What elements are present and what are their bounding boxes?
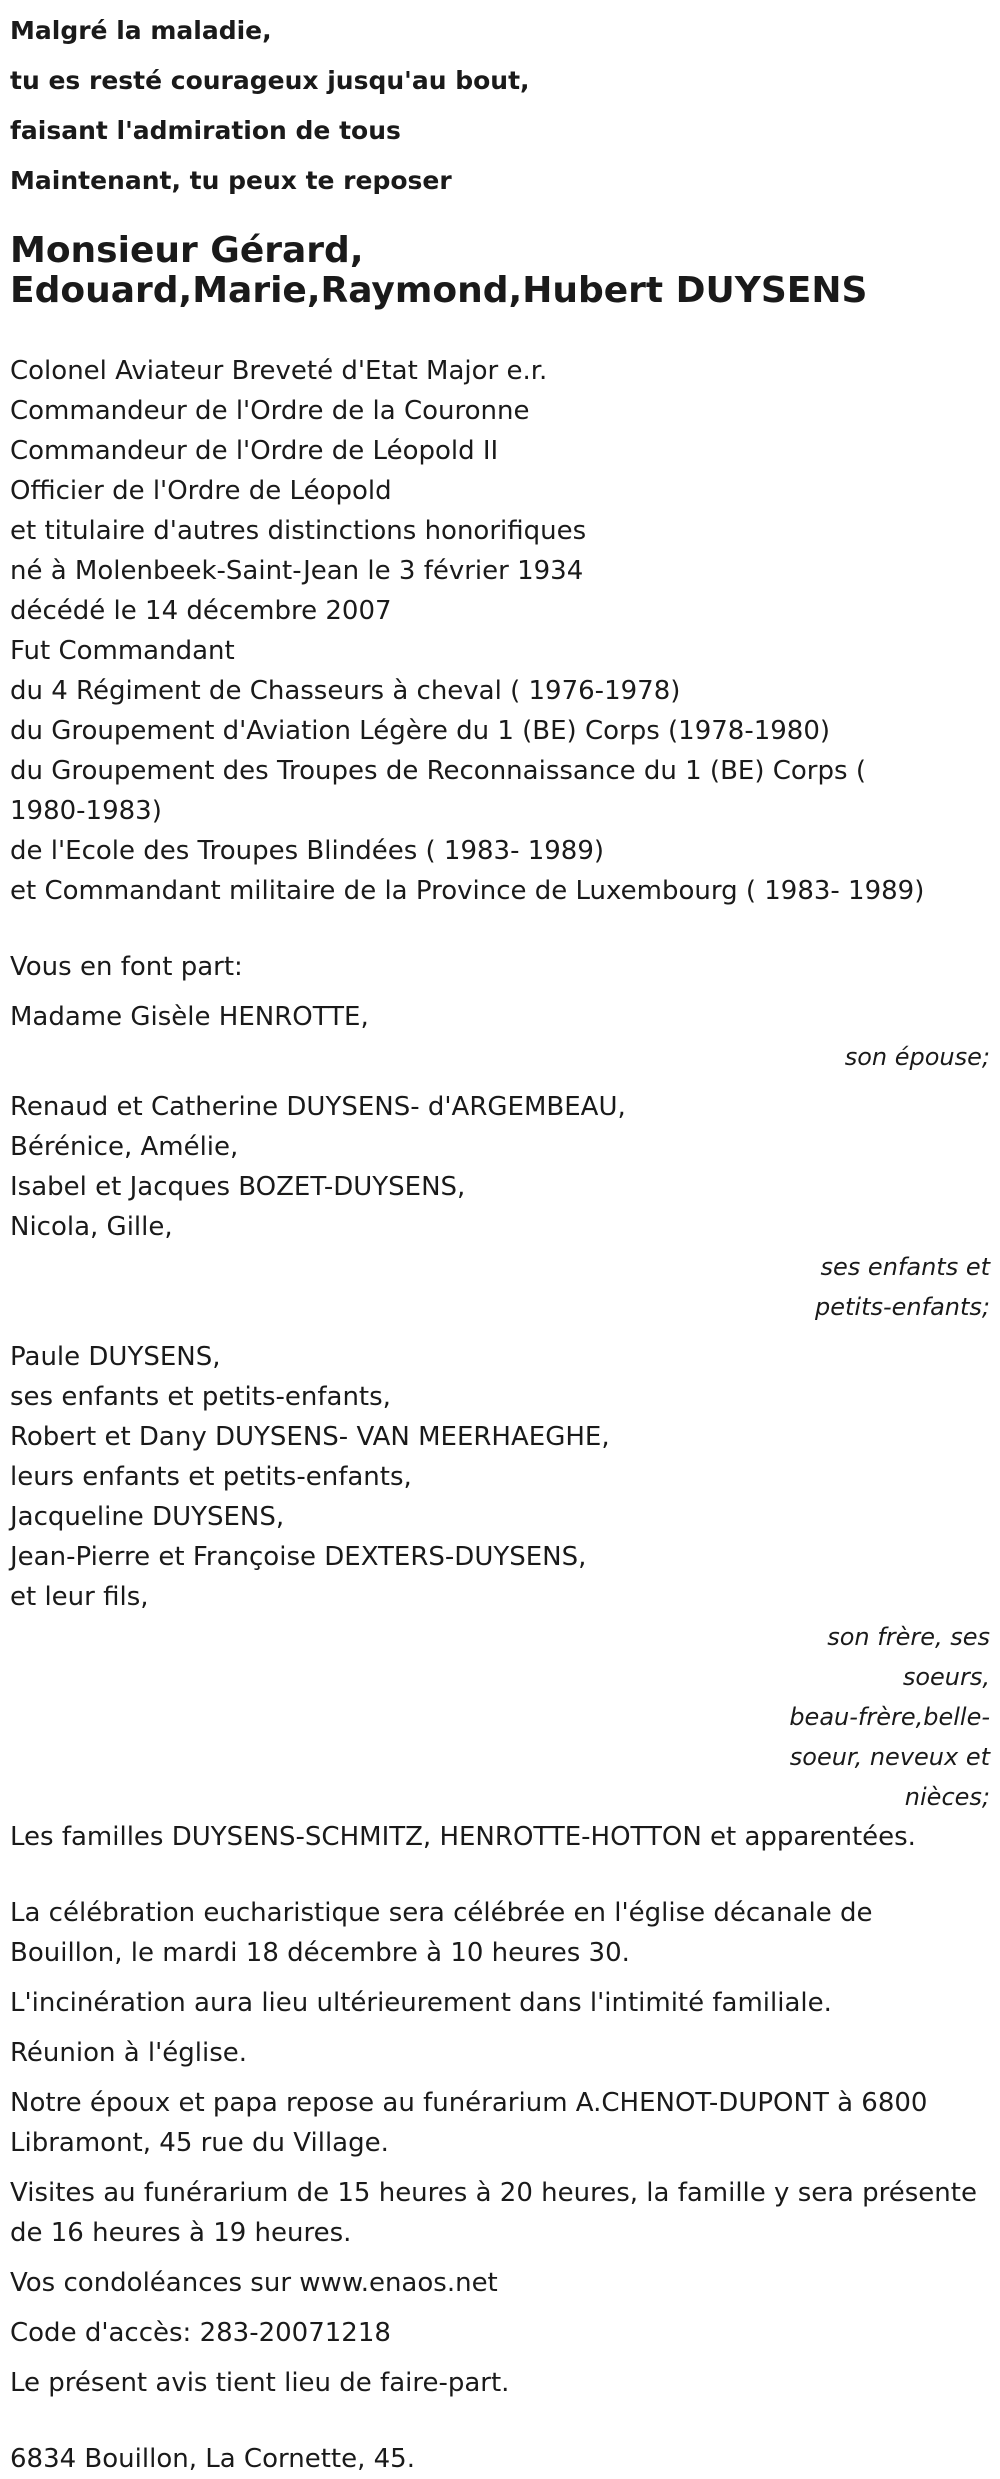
bio-line: et Commandant militaire de la Province de Luxembourg ( 1983- 1989) — [10, 876, 925, 906]
address: 6834 Bouillon, La Cornette, 45. — [10, 2444, 415, 2474]
celebration-line: Bouillon, le mardi 18 décembre à 10 heures 30. — [10, 1938, 630, 1968]
notice-text: Le présent avis tient lieu de faire-part. — [10, 2368, 510, 2398]
bio-line: du Groupement des Troupes de Reconnaissance du 1 (BE) Corps ( — [10, 756, 866, 786]
role-line: son frère, ses — [827, 1623, 990, 1651]
bio-line: décédé le 14 décembre 2007 — [10, 596, 392, 626]
biography — [10, 351, 990, 911]
bio-line: et titulaire d'autres distinctions honorifiques — [10, 516, 587, 546]
siblings-block — [10, 1337, 990, 1817]
role-line: petits-enfants; — [815, 1293, 990, 1321]
bio-line: Fut Commandant — [10, 636, 235, 666]
bio-line: Commandeur de l'Ordre de Léopold II — [10, 436, 499, 466]
bio-line: du Groupement d'Aviation Légère du 1 (BE) Corps (1978-1980) — [10, 716, 831, 746]
poem-line: Malgré la maladie, — [10, 16, 272, 45]
reunion-text: Réunion à l'église. — [10, 2038, 248, 2068]
bio-line: de l'Ecole des Troupes Blindées ( 1983- 1989) — [10, 836, 605, 866]
family-line: ses enfants et petits-enfants, — [10, 1382, 391, 1412]
role-line: beau-frère,belle- — [789, 1703, 990, 1731]
family-line: et leur fils, — [10, 1582, 149, 1612]
deceased-name: Monsieur Gérard, Edouard,Marie,Raymond,Hubert DUYSENS — [10, 230, 868, 311]
poem-line: faisant l'admiration de tous — [10, 116, 401, 145]
poem — [10, 6, 990, 206]
access-code: Code d'accès: 283-20071218 — [10, 2318, 391, 2348]
announcement-intro: Vous en font part: — [10, 952, 243, 982]
family-line: leurs enfants et petits-enfants, — [10, 1462, 412, 1492]
children-block — [10, 1087, 990, 1327]
bio-line: Colonel Aviateur Breveté d'Etat Major e.r. — [10, 356, 548, 386]
spouse-role: son épouse; — [844, 1043, 990, 1071]
funerarium-line: Notre époux et papa repose au funérarium A.CHENOT-DUPONT à 6800 — [10, 2088, 928, 2118]
family-line: Bérénice, Amélie, — [10, 1132, 239, 1162]
visits-line: Visites au funérarium de 15 heures à 20 heures, la famille y sera présente — [10, 2178, 977, 2208]
role-line: ses enfants et — [820, 1253, 990, 1281]
family-line: Robert et Dany DUYSENS- VAN MEERHAEGHE, — [10, 1422, 610, 1452]
bio-line: du 4 Régiment de Chasseurs à cheval ( 1976-1978) — [10, 676, 681, 706]
role-line: soeur, neveux et — [789, 1743, 990, 1771]
family-line: Paule DUYSENS, — [10, 1342, 221, 1372]
family-line: Renaud et Catherine DUYSENS- d'ARGEMBEAU, — [10, 1092, 626, 1122]
celebration-line: La célébration eucharistique sera célébrée en l'église décanale de — [10, 1898, 873, 1928]
funerarium-line: Libramont, 45 rue du Village. — [10, 2128, 389, 2158]
bio-line: 1980-1983) — [10, 796, 162, 826]
children-role — [770, 1247, 990, 1327]
incineration-text: L'incinération aura lieu ultérieurement dans l'intimité familiale. — [10, 1988, 832, 2018]
bio-line: Commandeur de l'Ordre de la Couronne — [10, 396, 530, 426]
family-line: Jacqueline DUYSENS, — [10, 1502, 285, 1532]
family-line: Isabel et Jacques BOZET-DUYSENS, — [10, 1172, 466, 1202]
family-line: Nicola, Gille, — [10, 1212, 173, 1242]
poem-line: tu es resté courageux jusqu'au bout, — [10, 66, 530, 95]
spouse-name: Madame Gisèle HENROTTE, — [10, 1002, 369, 1032]
family-line: Jean-Pierre et Françoise DEXTERS-DUYSENS, — [10, 1542, 587, 1572]
visits-line: de 16 heures à 19 heures. — [10, 2218, 352, 2248]
ceremony-details — [10, 1893, 990, 2403]
role-line: nièces; — [904, 1783, 990, 1811]
bio-line: Officier de l'Ordre de Léopold — [10, 476, 392, 506]
spouse-block — [10, 997, 990, 1077]
condolences-text: Vos condoléances sur www.enaos.net — [10, 2268, 498, 2298]
siblings-role — [770, 1617, 990, 1817]
bio-line: né à Molenbeek-Saint-Jean le 3 février 1934 — [10, 556, 584, 586]
poem-line: Maintenant, tu peux te reposer — [10, 166, 452, 195]
related-families: Les familles DUYSENS-SCHMITZ, HENROTTE-HOTTON et apparentées. — [10, 1822, 916, 1852]
role-line: soeurs, — [902, 1663, 990, 1691]
